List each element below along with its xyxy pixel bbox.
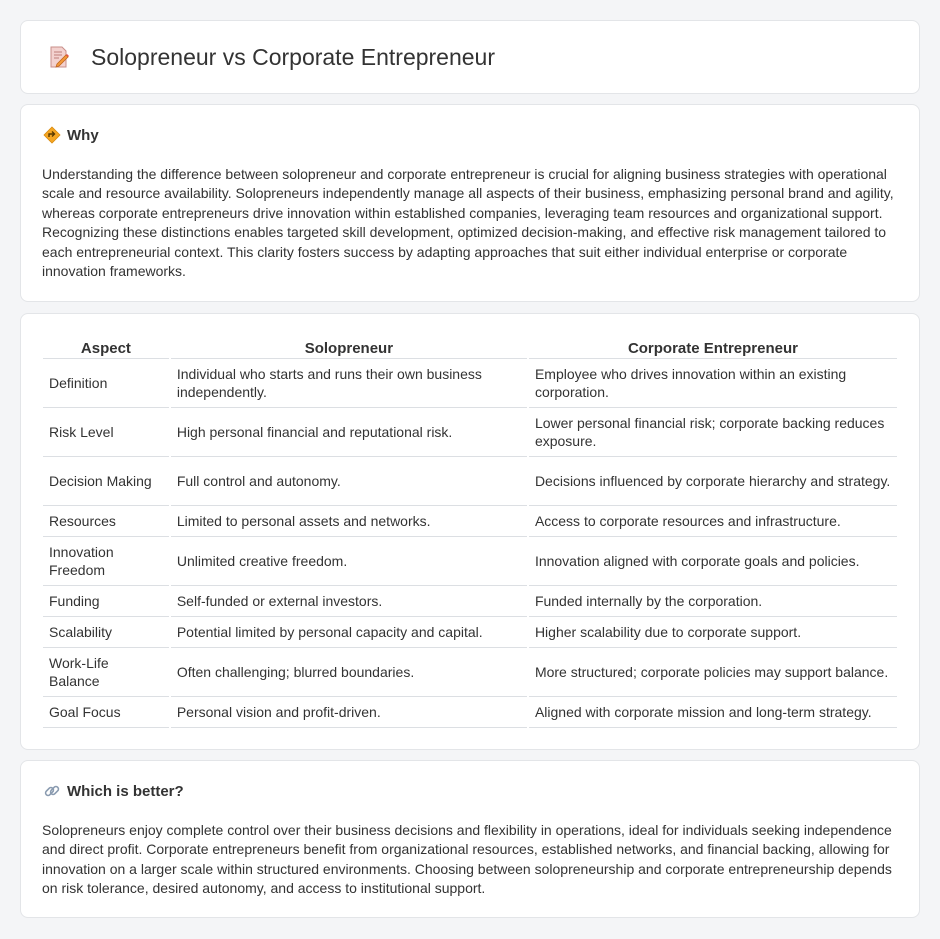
cell-solopreneur: Full control and autonomy. [171, 457, 527, 506]
cell-aspect: Work-Life Balance [43, 648, 169, 697]
cell-aspect: Innovation Freedom [43, 537, 169, 586]
cell-corporate: Access to corporate resources and infrastructure. [529, 506, 897, 537]
title-card [20, 20, 920, 94]
cell-solopreneur: Often challenging; blurred boundaries. [171, 648, 527, 697]
why-title: Why [67, 126, 99, 144]
table-row [43, 506, 897, 537]
cell-solopreneur: Individual who starts and runs their own business independently. [171, 359, 527, 408]
cell-corporate: Lower personal financial risk; corporate backing reduces exposure. [529, 408, 897, 457]
which-is-better-section [20, 760, 920, 918]
cell-corporate: Innovation aligned with corporate goals and policies. [529, 537, 897, 586]
cell-aspect: Decision Making [43, 457, 169, 506]
cell-corporate: Aligned with corporate mission and long-term strategy. [529, 697, 897, 728]
header-aspect: Aspect [43, 335, 169, 359]
page-title: Solopreneur vs Corporate Entrepreneur [91, 43, 496, 70]
why-section [20, 104, 920, 302]
pencil-note-icon [47, 45, 71, 69]
cell-aspect: Scalability [43, 617, 169, 648]
better-title: Which is better? [67, 782, 184, 800]
header-solopreneur: Solopreneur [171, 335, 527, 359]
cell-solopreneur: High personal financial and reputational risk. [171, 408, 527, 457]
table-row [43, 617, 897, 648]
header-corporate-entrepreneur: Corporate Entrepreneur [529, 335, 897, 359]
cell-solopreneur: Personal vision and profit-driven. [171, 697, 527, 728]
cell-solopreneur: Self-funded or external investors. [171, 586, 527, 617]
why-text: Understanding the difference between solopreneur and corporate entrepreneur is crucial for aligning business strategies with operational scale and resource availability. Solopreneurs independently manage all aspects of their business, emphasizing personal brand and agility, whereas corporate entrepreneurs drive innovation within established companies, leveraging team resources and organizational support. Recognizing these distinctions enables targeted skill development, optimized decision-making, and effective risk management tailored to each entrepreneurial context. This clarity fosters success by adapting approaches that suit either individual enterprise or corporate innovation frameworks. [42, 166, 894, 280]
cell-corporate: Higher scalability due to corporate support. [529, 617, 897, 648]
cell-solopreneur: Limited to personal assets and networks. [171, 506, 527, 537]
table-row [43, 408, 897, 457]
comparison-table [41, 335, 899, 728]
cell-corporate: Decisions influenced by corporate hierarchy and strategy. [529, 457, 897, 506]
comparison-card [20, 313, 920, 750]
better-text: Solopreneurs enjoy complete control over their business decisions and flexibility in operations, ideal for individuals seeking independence and direct profit. Corporate entrepreneurs benefit from organizational resources, established networks, and financial backing, allowing for innovation on a larger scale within structured environments. Choosing between solopreneurship and corporate entrepreneurship depends on risk tolerance, desired autonomy, and access to institutional support. [42, 822, 892, 897]
diamond-directions-icon [43, 126, 61, 144]
cell-aspect: Risk Level [43, 408, 169, 457]
cell-corporate: Funded internally by the corporation. [529, 586, 897, 617]
cell-corporate: Employee who drives innovation within an existing corporation. [529, 359, 897, 408]
table-row [43, 457, 897, 506]
table-row [43, 648, 897, 697]
table-row [43, 359, 897, 408]
cell-aspect: Goal Focus [43, 697, 169, 728]
table-row [43, 537, 897, 586]
table-header-row [43, 335, 897, 359]
cell-solopreneur: Potential limited by personal capacity and capital. [171, 617, 527, 648]
cell-solopreneur: Unlimited creative freedom. [171, 537, 527, 586]
link-icon [43, 782, 61, 800]
cell-aspect: Definition [43, 359, 169, 408]
cell-aspect: Funding [43, 586, 169, 617]
table-row [43, 697, 897, 728]
table-row [43, 586, 897, 617]
cell-corporate: More structured; corporate policies may support balance. [529, 648, 897, 697]
cell-aspect: Resources [43, 506, 169, 537]
